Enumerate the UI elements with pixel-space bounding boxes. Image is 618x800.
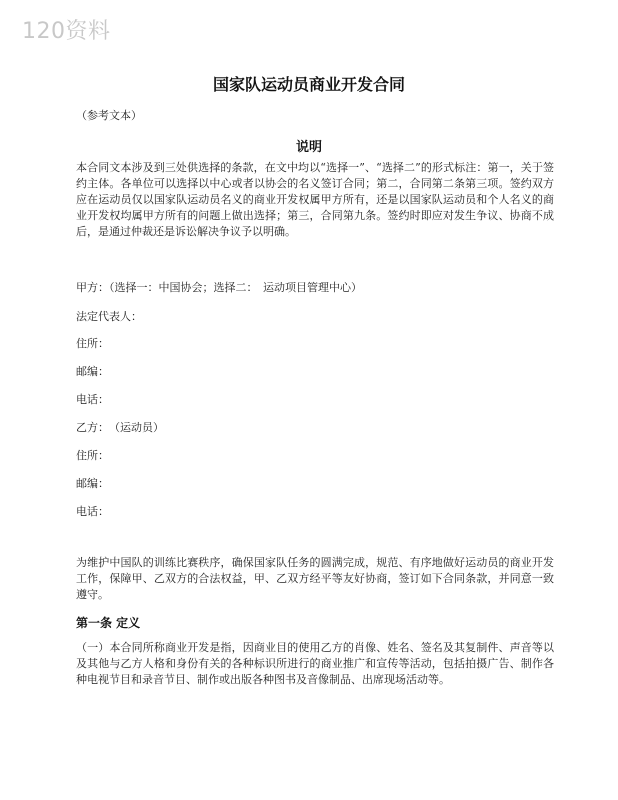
document-subtitle: （参考文本） (76, 109, 142, 122)
article-1-clause-1: （一）本合同所称商业开发是指，因商业目的使用乙方的肖像、姓名、签名及其复制件、声音等以及其他与乙方人格和身份有关的各种标识所进行的商业推广和宣传等活动，包括拍摄广告、制作各种电视节目和录音节目、制作或出版各种图书及音像制品、出席现场活动等。 (76, 641, 554, 686)
party-b-phone: 电话： (76, 505, 109, 518)
party-a-phone: 电话： (76, 393, 109, 406)
explanation-paragraph: 本合同文本涉及到三处供选择的条款，在文中均以“选择一”、“选择二”的形式标注：第一，关于签约主体。各单位可以选择以中心或者以协会的名义签订合同；第二，合同第二条第三项。签约双方应在运动员仅以国家队运动员名义的商业开发权属甲方所有，还是以国家队运动员和个人名义的商业开发权均属甲方所有的问题上做出选择；第三，合同第九条。签约时即应对发生争议、协商不成后，是通过仲裁还是诉讼解决争议予以明确。 (76, 161, 554, 238)
explanation-heading: 说明 (295, 140, 322, 155)
party-a-address: 住所： (76, 337, 109, 350)
preamble-paragraph: 为维护中国队的训练比赛秩序，确保国家队任务的圆满完成，规范、有序地做好运动员的商业开发工作，保障甲、乙双方的合法权益，甲、乙双方经平等友好协商，签订如下合同条款，并同意一致遵守。 (76, 556, 554, 601)
article-1-heading: 第一条 定义 (76, 616, 141, 630)
document-title: 国家队运动员商业开发合同 (212, 75, 405, 94)
party-a-postcode: 邮编： (76, 365, 109, 378)
party-a-line: 甲方：（选择一：中国协会；选择二： 运动项目管理中心） (76, 281, 362, 294)
party-b-address: 住所： (76, 449, 109, 462)
party-b-postcode: 邮编： (76, 477, 109, 490)
watermark-text: 120资料 (22, 19, 111, 44)
party-a-legal-rep: 法定代表人： (76, 310, 142, 323)
party-b-line: 乙方： （运动员） (76, 421, 164, 434)
